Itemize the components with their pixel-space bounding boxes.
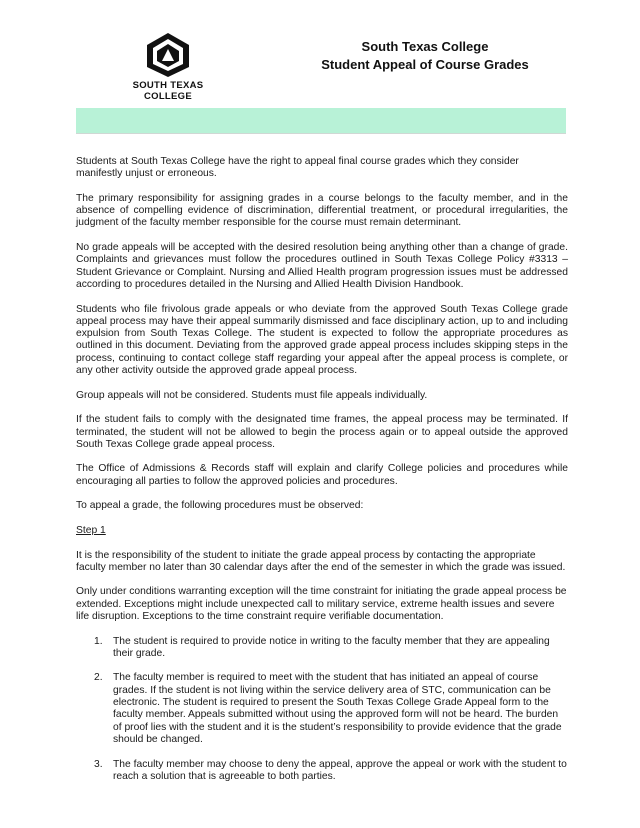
- paragraph-4: Students who file frivolous grade appeals or who deviate from the approved South Texas College grade appeal process may have their appeal summarily dismissed and face disciplinary action, up to and including expulsion from South Texas College. The student is expected to follow the appropriate procedures as outlined in this document. Deviating from the approved grade appeal process includes skipping steps in the process, continuing to contact college staff regarding your appeal after the appeal process is complete, or any other activity outside the approved grade appeal process.: [76, 303, 568, 377]
- list-item: [76, 672, 568, 746]
- header-band: [76, 108, 566, 134]
- paragraph-5: Group appeals will not be considered. Students must file appeals individually.: [76, 389, 428, 401]
- logo-line-1: SOUTH TEXAS: [132, 80, 204, 91]
- title-line-1: South Texas College: [361, 39, 489, 54]
- paragraph-10: Only under conditions warranting exception will the time constraint for initiating the grade appeal process be extended. Exceptions might include unexpected call to military service, extreme health issues and severe life disruption. Exceptions to the time constraint require verifiable documentation.: [76, 586, 567, 622]
- paragraph-1: Students at South Texas College have the right to appeal final course grades which they consider manifestly unjust or erroneous.: [76, 156, 519, 180]
- list-item-text: The faculty member is required to meet with the student that has initiated an appeal of course grades. If the student is not living within the service delivery area of STC, communication can be electronic. The student is required to present the South Texas College Grade Appeal form to the faculty member. Appeals submitted without using the approved form will not be heard. The burden of proof lies with the student and it is the student’s responsibility to provide evidence that the grade should be changed.: [113, 672, 562, 745]
- list-item-text: The faculty member may choose to deny the appeal, approve the appeal or work with the student to reach a solution that is agreeable to both parties.: [113, 758, 567, 782]
- paragraph-8: To appeal a grade, the following procedures must be observed:: [76, 500, 364, 512]
- paragraph-6: If the student fails to comply with the designated time frames, the appeal process may be terminated. If terminated, the student will not be allowed to begin the process again or to appeal outside the approved South Texas College grade appeal process.: [76, 414, 568, 450]
- document-body: [76, 156, 568, 795]
- logo-line-2: COLLEGE: [143, 91, 193, 102]
- paragraph-9: It is the responsibility of the student to initiate the grade appeal process by contacting the appropriate faculty member no later than 30 calendar days after the end of the semester in which the grade was issued.: [76, 549, 566, 573]
- logo-wordmark: [118, 80, 218, 102]
- list-item-number: 2.: [94, 672, 103, 684]
- paragraph-3: No grade appeals will be accepted with the desired resolution being anything other than a change of grade. Complaints and grievances must follow the procedures outlined in South Texas College Policy #3313 – Student Grievance or Complaint. Nursing and Allied Health program progression issues must be addressed according to procedures detailed in the Nursing and Allied Health Division Handbook.: [76, 242, 568, 290]
- step-1-heading: Step 1: [76, 524, 106, 536]
- hexagon-logo-icon: [144, 32, 192, 78]
- document-title: [300, 38, 550, 74]
- paragraph-2: The primary responsibility for assigning grades in a course belongs to the faculty member, and in the absence of compelling evidence of discrimination, differential treatment, or procedural irregularities, the judgment of the faculty member responsible for the course must remain determinant.: [76, 192, 568, 229]
- list-item-number: 1.: [94, 635, 103, 647]
- college-logo: [118, 32, 218, 104]
- list-item-text: The student is required to provide notice in writing to the faculty member that they are appealing their grade.: [113, 635, 550, 659]
- paragraph-7: The Office of Admissions & Records staff will explain and clarify College policies and procedures while encouraging all parties to follow the approved policies and procedures.: [76, 463, 568, 487]
- title-line-2: Student Appeal of Course Grades: [321, 57, 529, 72]
- procedure-list: [76, 636, 568, 784]
- list-item: [76, 759, 568, 784]
- list-item-number: 3.: [94, 758, 103, 770]
- list-item: [76, 636, 568, 661]
